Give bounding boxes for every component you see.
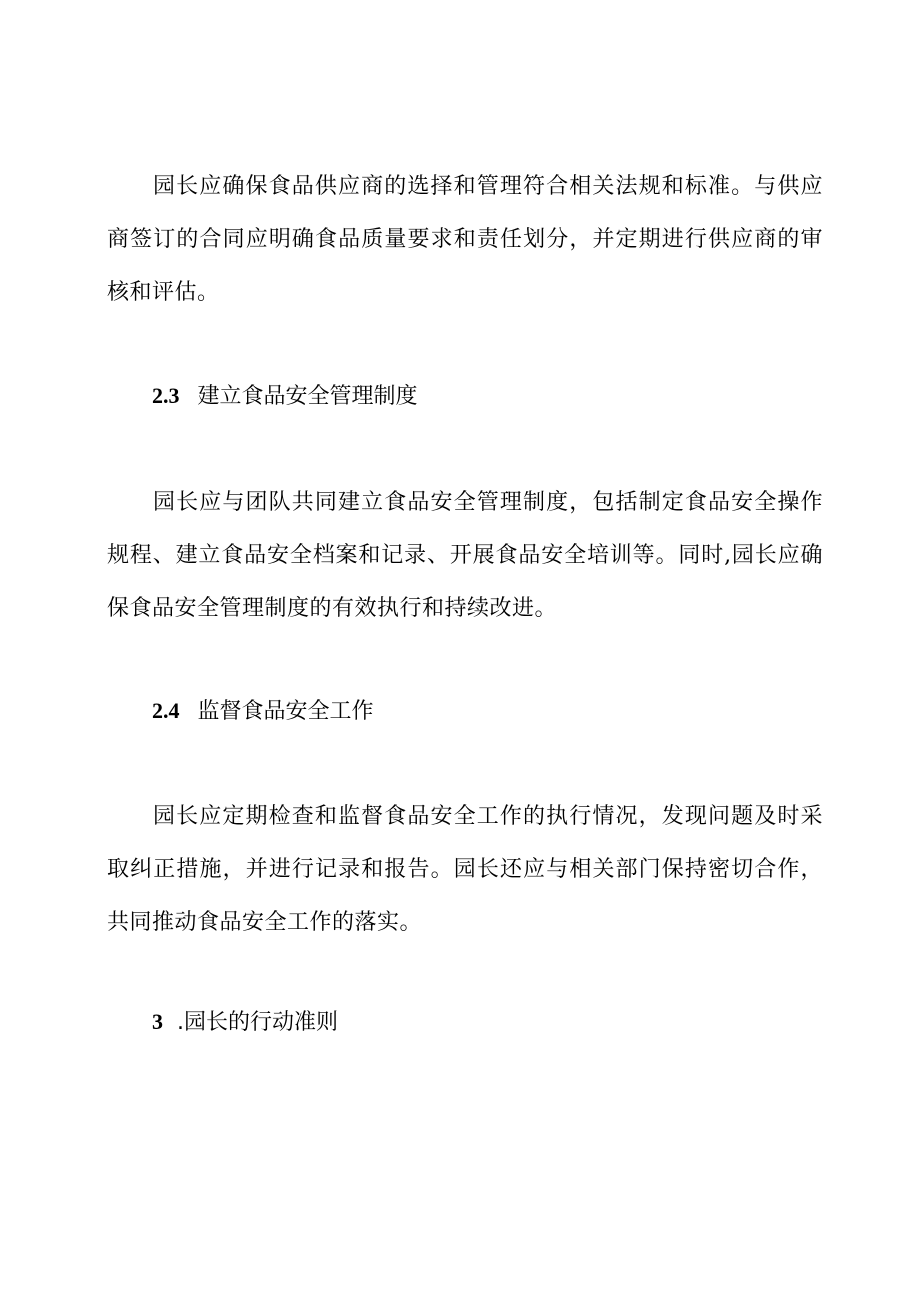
section-number: 2.3 — [152, 383, 180, 408]
section-title: 监督食品安全工作 — [197, 699, 374, 724]
section-heading-3 — [152, 1007, 338, 1038]
section-heading-2-4 — [152, 696, 374, 727]
section-number: 3 — [152, 1009, 163, 1034]
section-number: 2.4 — [152, 698, 180, 723]
paragraph-supplier-management: 园长应确保食品供应商的选择和管理符合相关法规和标准。与供应商签订的合同应明确食品质量要求和责任划分，并定期进行供应商的审核和评估。 — [107, 174, 823, 305]
paragraph-supervision: 园长应定期检查和监督食品安全工作的执行情况，发现问题及时采取纠正措施，并进行记录和报告。园长还应与相关部门保持密切合作，共同推动食品安全工作的落实。 — [107, 804, 823, 935]
section-heading-2-3 — [152, 381, 418, 412]
paragraph-safety-system: 园长应与团队共同建立食品安全管理制度，包括制定食品安全操作规程、建立食品安全档案和记录、开展食品安全培训等。同时,园长应确保食品安全管理制度的有效执行和持续改进。 — [107, 490, 823, 621]
section-title: 建立食品安全管理制度 — [197, 384, 418, 409]
section-title: .园长的行动准则 — [177, 1010, 338, 1035]
